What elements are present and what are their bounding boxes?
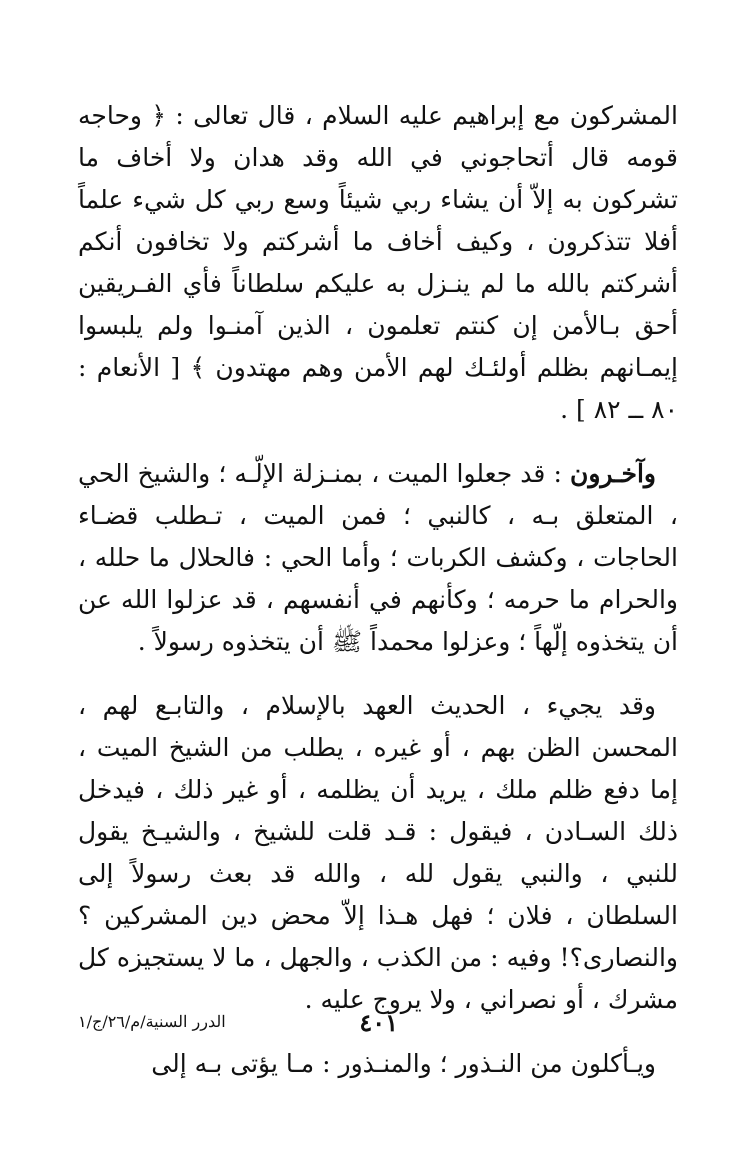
paragraph-1 bbox=[78, 95, 678, 431]
source-reference: الدرر السنية/م/٢٦/ج/١ bbox=[78, 1012, 226, 1031]
paragraph-1-text: المشركون مع إبراهيم عليه السلام ، قال تعالى : ﴿ وحاجه قومه قال أتحاجوني في الله وقد هدان ولا أخاف ما تشركون به إلاّ أن يشاء ربي شيئاً وسع ربي كل شيء علماً أفلا تتذكرون ، وكيف أخاف ما أشركتم ولا تخافون أنكم أشركتم بالله ما لم ينـزل به عليكم سلطاناً فأي الفـريقين أحق بـالأمن إن كنتم تعلمون ، الذين آمنـوا ولم يلبسوا إيمـانهم بظلم أولئـك لهم الأمن وهم مهتدون ﴾ [ الأنعام : ٨٠ ــ ٨٢ ] . bbox=[78, 101, 678, 424]
paragraph-2-text: : قد جعلوا الميت ، بمنـزلة الإلّـه ؛ والشيخ الحي ، المتعلق بـه ، كالنبي ؛ فمن الميت ، تـطلب قضـاء الحاجات ، وكشف الكربات ؛ وأما الحي : فالحلال ما حلله ، والحرام ما حرمه ؛ وكأنهم في أنفسهم ، قد عزلوا الله عن أن يتخذوه إلّهاً ؛ وعزلوا محمداً ﷺ أن يتخذوه رسولاً . bbox=[78, 459, 678, 656]
paragraph-4 bbox=[78, 1043, 678, 1085]
page-number: ٤٠١ bbox=[359, 1008, 398, 1037]
paragraph-3 bbox=[78, 685, 678, 1021]
paragraph-2-lead: وآخـرون bbox=[569, 459, 656, 488]
paragraph-4-text: ويـأكلون من النـذور ؛ والمنـذور : مـا يؤتى بـه إلى bbox=[151, 1049, 656, 1078]
page-body bbox=[78, 95, 678, 1107]
paragraph-3-text: وقد يجيء ، الحديث العهد بالإسلام ، والتابـع لهم ، المحسن الظن بهم ، أو غيره ، يطلب من الشيخ الميت ، إما دفع ظلم ملك ، يريد أن يظلمه ، أو غير ذلك ، فيدخل ذلك السـادن ، فيقول : قـد قلت للشيخ ، والشيـخ يقول للنبي ، والنبي يقول لله ، والله قد بعث رسولاً إلى السلطان ، فلان ؛ فهل هـذا إلاّ محض دين المشركين ؟ والنصارى؟! وفيه : من الكذب ، والجهل ، ما لا يستجيزه كل مشرك ، أو نصراني ، ولا يروج عليه . bbox=[78, 691, 678, 1014]
page-footer bbox=[78, 1008, 678, 1038]
paragraph-2 bbox=[78, 453, 678, 663]
